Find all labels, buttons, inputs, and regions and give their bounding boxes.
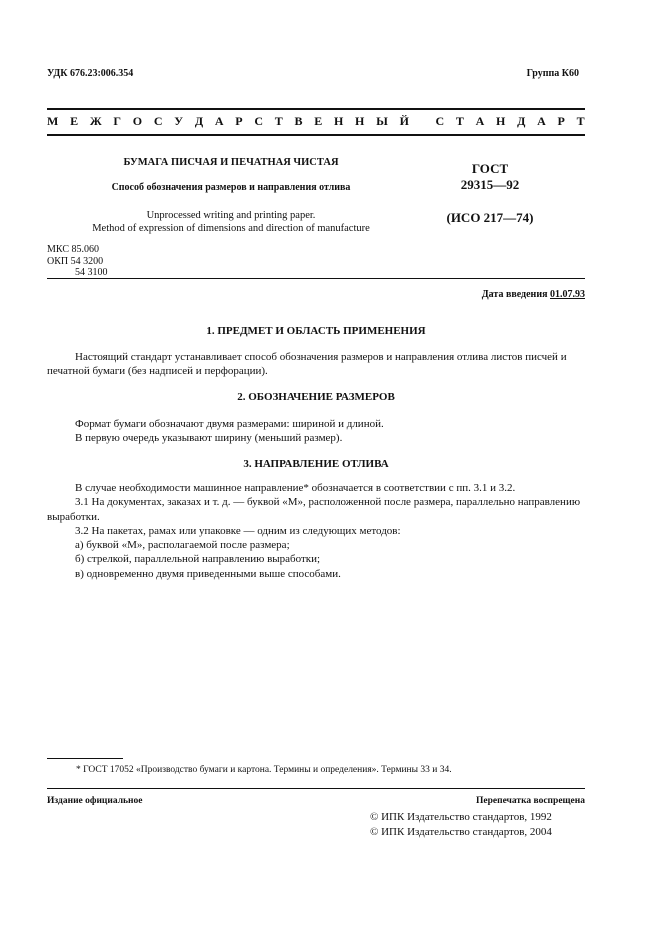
banner-letter: Н	[355, 114, 365, 128]
copyright-1992: © ИПК Издательство стандартов, 1992	[370, 811, 552, 823]
okp-code-2: 54 3100	[75, 267, 108, 278]
footer-rule	[47, 788, 585, 789]
section-2-line-2: В первую очередь указывают ширину (меньший размер).	[75, 432, 343, 445]
banner-letter: Ж	[89, 114, 102, 128]
mks-code: МКС 85.060	[47, 244, 99, 255]
section-1-heading: 1. ПРЕДМЕТ И ОБЛАСТЬ ПРИМЕНЕНИЯ	[206, 325, 426, 337]
banner-letter: С	[435, 114, 445, 128]
date-label: Дата введения	[481, 289, 548, 300]
date-value: 01.07.93	[550, 289, 585, 300]
section-3-list-b: б) стрелкой, параллельной направлению выработки;	[75, 553, 321, 566]
section-2-body	[47, 417, 585, 446]
iso-reference: (ИСО 217—74)	[446, 210, 534, 225]
banner-bottom-rule	[47, 134, 585, 136]
banner-letter: Д	[194, 114, 204, 128]
gost-number: 29315—92	[460, 177, 520, 192]
footnote-rule	[47, 758, 123, 759]
title-en-main: Unprocessed writing and printing paper.	[146, 210, 316, 221]
banner-letter: В	[294, 114, 303, 128]
banner-letter: Ы	[376, 114, 388, 128]
reprint-prohibited-label: Перепечатка воспрещена	[475, 796, 585, 806]
banner-letter: А	[537, 114, 546, 128]
banner-interstate-standard	[47, 114, 585, 130]
section-3-line-1: В случае необходимости машинное направление* обозначается в соответствии с пп. 3.1 и 3.2.	[75, 482, 516, 494]
banner-letter: С	[153, 114, 163, 128]
banner-letter: Р	[235, 114, 243, 128]
banner-letter: Й	[399, 114, 409, 128]
banner-letter: Н	[333, 114, 344, 128]
section-3-item-3-1: 3.1 На документах, заказах и т. д. — буквой «М», расположенной после размера, параллельно направлению выработки.	[47, 496, 581, 523]
section-2-line-1: Формат бумаги обозначают двумя размерами: шириной и длиной.	[75, 418, 384, 430]
section-2-heading: 2. ОБОЗНАЧЕНИЕ РАЗМЕРОВ	[237, 391, 395, 403]
section-3-heading: 3. НАПРАВЛЕНИЕ ОТЛИВА	[243, 458, 389, 470]
banner-gap	[421, 114, 424, 130]
introduction-date	[482, 288, 585, 301]
gost-label: ГОСТ	[471, 161, 509, 176]
banner-letter: Д	[517, 114, 526, 128]
banner-letter: С	[254, 114, 263, 128]
title-ru-main: БУМАГА ПИСЧАЯ И ПЕЧАТНАЯ ЧИСТАЯ	[123, 157, 339, 168]
banner-letter: А	[214, 114, 224, 128]
section-3-item-3-2: 3.2 На пакетах, рамах или упаковке — одним из следующих методов:	[75, 524, 401, 537]
okp-code-1: ОКП 54 3200	[47, 255, 104, 267]
copyright-2004: © ИПК Издательство стандартов, 2004	[370, 826, 552, 838]
official-edition-label: Издание официальное	[47, 796, 143, 806]
banner-letter: Г	[113, 114, 122, 128]
banner-letter: М	[47, 114, 59, 128]
codes-rule	[47, 278, 585, 279]
section-3-body	[47, 481, 585, 581]
banner-letter: Е	[70, 114, 79, 128]
banner-letter: Т	[274, 114, 283, 128]
banner-letter: Т	[576, 114, 585, 128]
title-ru-sub: Способ обозначения размеров и направления отлива	[111, 182, 351, 193]
classification-codes	[47, 244, 108, 279]
banner-letter: Р	[557, 114, 565, 128]
banner-letter: О	[132, 114, 143, 128]
top-rule	[47, 108, 585, 110]
banner-letter: Т	[455, 114, 464, 128]
udk-code: УДК 676.23:006.354	[47, 68, 134, 79]
title-en-sub: Method of expression of dimensions and direction of manufacture	[92, 223, 370, 234]
group-code: Группа К60	[526, 68, 579, 79]
banner-letter: У	[174, 114, 184, 128]
section-3-list-c: в) одновременно двумя приведенными выше способами.	[75, 567, 341, 580]
section-3-list-a: а) буквой «М», располагаемой после размера;	[75, 539, 290, 552]
section-1-text: Настоящий стандарт устанавливает способ обозначения размеров и направления отлива листов писчей и печатной бумаги (без надписей и перфорации).	[47, 351, 567, 378]
banner-letter: А	[475, 114, 485, 128]
footnote: * ГОСТ 17052 «Производство бумаги и картона. Термины и определения». Термины 33 и 34.	[76, 765, 452, 775]
banner-letter: Н	[496, 114, 506, 128]
banner-letter: Е	[314, 114, 323, 128]
